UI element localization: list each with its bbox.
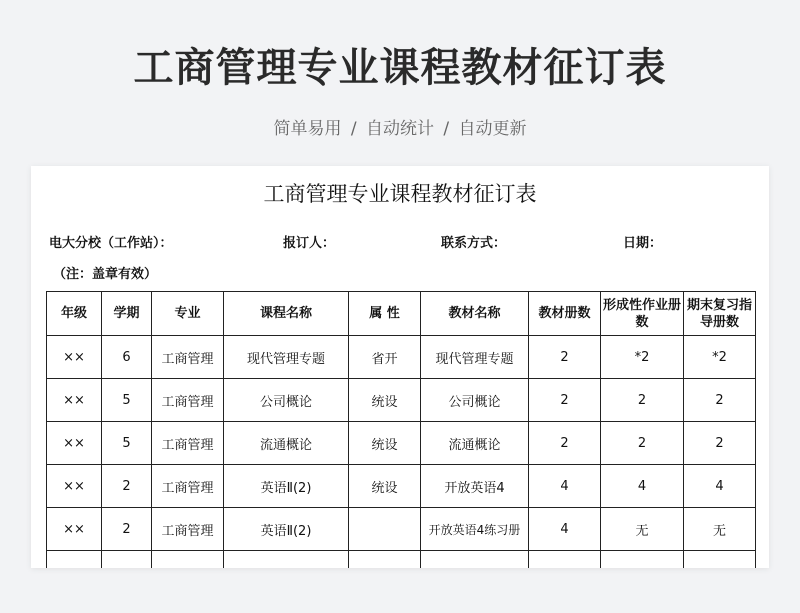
contact-label: 联系方式： (441, 236, 507, 251)
course-cell: 英语Ⅱ(2) (224, 465, 349, 508)
review-count-cell: 2 (684, 379, 756, 422)
grade-cell: ×× (47, 336, 102, 379)
major-cell: 工商管理 (152, 379, 224, 422)
header-cell: 教材册数 (529, 292, 601, 336)
header-cell: 专业 (152, 292, 224, 336)
attribute-cell: 统设 (349, 465, 421, 508)
semester-cell: 6 (102, 336, 152, 379)
table-row (47, 379, 756, 422)
table-header-row (47, 292, 756, 336)
table-row (47, 551, 756, 569)
attribute-cell (349, 508, 421, 551)
homework-count-cell: 2 (601, 422, 684, 465)
review-count-cell: 无 (684, 508, 756, 551)
header-cell: 期末复习指导册数 (684, 292, 756, 336)
semester-cell: 2 (102, 465, 152, 508)
course-cell: 现代管理专题 (224, 336, 349, 379)
table-row (47, 508, 756, 551)
header-cell: 学期 (102, 292, 152, 336)
date-label: 日期： (623, 236, 663, 251)
attribute-cell: 统设 (349, 422, 421, 465)
textbook-count-cell: 4 (529, 508, 601, 551)
page-heading: 工商管理专业课程教材征订表 (133, 45, 667, 91)
semester-cell: 5 (102, 379, 152, 422)
course-cell: 公司概论 (224, 379, 349, 422)
grade-cell: ×× (47, 422, 102, 465)
review-count-cell: 2 (684, 422, 756, 465)
homework-count-cell: 无 (601, 508, 684, 551)
major-cell: 工商管理 (152, 422, 224, 465)
grade-cell: ×× (47, 379, 102, 422)
major-cell: 工商管理 (152, 336, 224, 379)
review-count-cell: *2 (684, 336, 756, 379)
major-cell: 工商管理 (152, 465, 224, 508)
header-cell: 年级 (47, 292, 102, 336)
order-form-sheet (31, 166, 769, 568)
textbook-count-cell: 2 (529, 336, 601, 379)
textbook-count-cell: 4 (529, 465, 601, 508)
header-cell: 教材名称 (421, 292, 529, 336)
homework-count-cell: 2 (601, 379, 684, 422)
grade-cell (47, 551, 102, 569)
major-cell (152, 551, 224, 569)
major-cell: 工商管理 (152, 508, 224, 551)
stamp-note: （注：盖章有效） (53, 267, 158, 282)
review-count-cell: 4 (684, 465, 756, 508)
page-subtitle: 简单易用 / 自动统计 / 自动更新 (273, 119, 527, 139)
homework-count-cell: *2 (601, 336, 684, 379)
homework-count-cell: 4 (601, 465, 684, 508)
course-cell: 英语Ⅱ(2) (224, 508, 349, 551)
table-row (47, 465, 756, 508)
grade-cell: ×× (47, 465, 102, 508)
textbook-cell (421, 551, 529, 569)
attribute-cell: 统设 (349, 379, 421, 422)
semester-cell: 2 (102, 508, 152, 551)
table-row (47, 422, 756, 465)
textbook-cell: 现代管理专题 (421, 336, 529, 379)
textbook-order-table (46, 291, 756, 568)
attribute-cell (349, 551, 421, 569)
branch-label: 电大分校（工作站）： (49, 236, 173, 251)
semester-cell (102, 551, 152, 569)
header-cell: 形成性作业册数 (601, 292, 684, 336)
homework-count-cell (601, 551, 684, 569)
header-cell: 属 性 (349, 292, 421, 336)
grade-cell: ×× (47, 508, 102, 551)
course-cell: 流通概论 (224, 422, 349, 465)
semester-cell: 5 (102, 422, 152, 465)
header-cell: 课程名称 (224, 292, 349, 336)
textbook-count-cell (529, 551, 601, 569)
course-cell (224, 551, 349, 569)
textbook-cell: 公司概论 (421, 379, 529, 422)
orderer-label: 报订人： (283, 236, 336, 251)
table-row (47, 336, 756, 379)
review-count-cell (684, 551, 756, 569)
attribute-cell: 省开 (349, 336, 421, 379)
sheet-title: 工商管理专业课程教材征订表 (263, 182, 537, 206)
textbook-count-cell: 2 (529, 379, 601, 422)
textbook-cell: 流通概论 (421, 422, 529, 465)
textbook-cell: 开放英语4 (421, 465, 529, 508)
textbook-cell: 开放英语4练习册 (421, 508, 529, 551)
textbook-count-cell: 2 (529, 422, 601, 465)
